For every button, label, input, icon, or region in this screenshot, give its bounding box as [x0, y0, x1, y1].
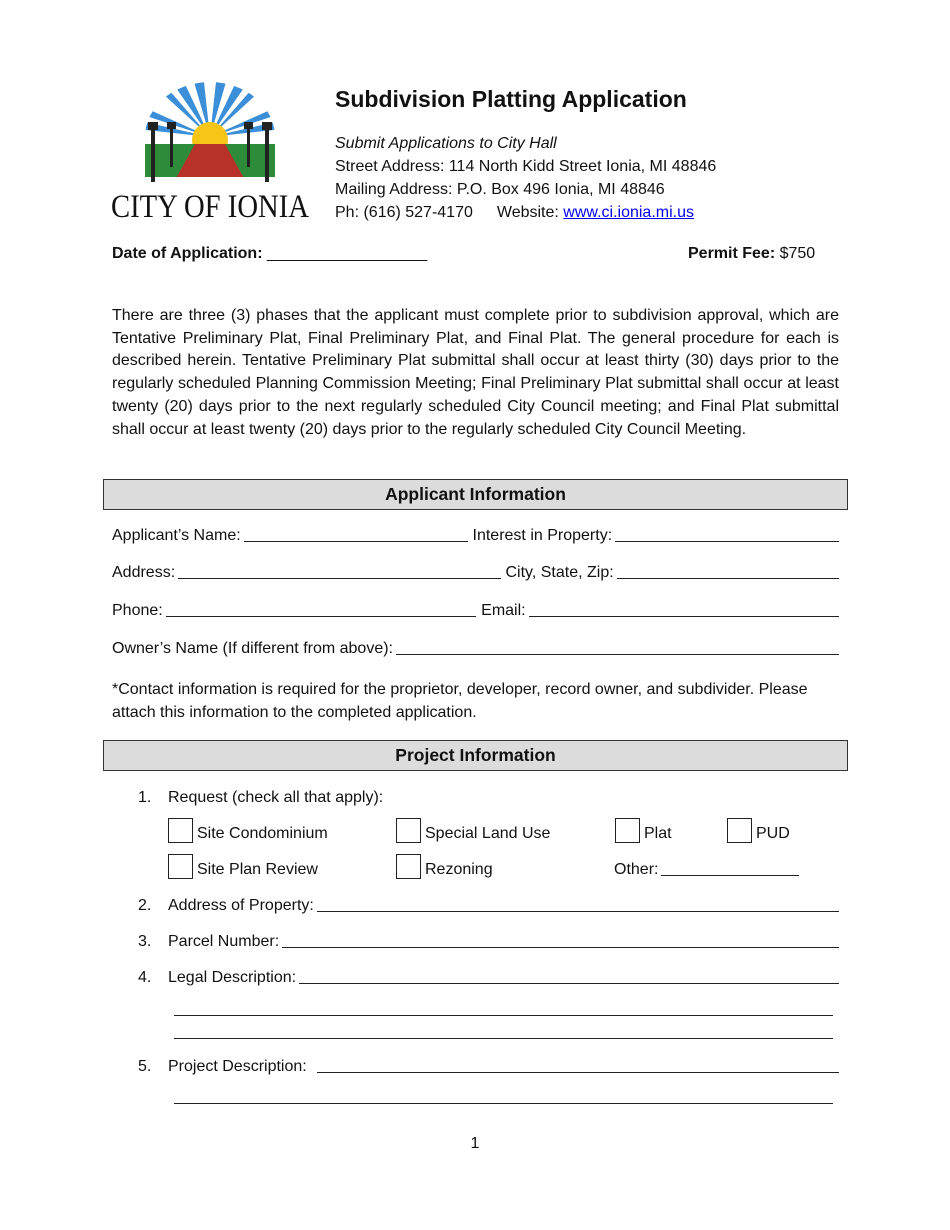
applicant-name-field[interactable] — [244, 527, 468, 542]
website-link[interactable]: www.ci.ionia.mi.us — [563, 204, 694, 221]
checkbox-label: Plat — [644, 825, 672, 842]
applicant-section-heading: Applicant Information — [103, 479, 848, 510]
legal-description-line[interactable] — [174, 1038, 833, 1039]
checkbox-label: Site Plan Review — [197, 861, 318, 878]
checkbox-site-condominium[interactable] — [168, 818, 328, 843]
owner-label: Owner’s Name (If different from above): — [112, 640, 393, 657]
parcel-number-item — [138, 933, 839, 952]
legal-description-field[interactable] — [299, 969, 839, 984]
checkbox-rezoning[interactable] — [396, 854, 493, 879]
interest-field[interactable] — [615, 527, 839, 542]
legal-description-line[interactable] — [174, 1015, 833, 1016]
applicant-name-label: Applicant’s Name: — [112, 527, 241, 544]
contact-line — [335, 204, 694, 222]
city-of-ionia-logo — [110, 82, 310, 225]
checkbox-label: Special Land Use — [425, 825, 551, 842]
phone-field[interactable] — [166, 602, 476, 617]
city-state-zip-label: City, State, Zip: — [505, 564, 614, 581]
request-item — [138, 789, 839, 807]
checkbox-plat[interactable] — [615, 818, 672, 843]
checkbox-box[interactable] — [168, 854, 193, 879]
address-field[interactable] — [178, 564, 500, 579]
street-address: Street Address: 114 North Kidd Street Ionia, MI 48846 — [335, 158, 717, 175]
interest-label: Interest in Property: — [472, 527, 613, 544]
item-number: 3. — [138, 933, 152, 950]
permit-fee — [688, 245, 815, 263]
checkbox-box[interactable] — [396, 818, 421, 843]
property-address-label: Address of Property: — [168, 897, 314, 914]
project-description-label: Project Description: — [168, 1058, 307, 1075]
phone-label: Phone: — [112, 602, 163, 619]
email-label: Email: — [481, 602, 526, 619]
other-label: Other: — [614, 861, 659, 878]
intro-paragraph: There are three (3) phases that the applicant must complete prior to subdivision approval, which are Tentative Preliminary Plat, Final Preliminary Plat, and Final Plat. The general procedure for each is described herein. Tentative Preliminary Plat submittal shall occur at least thirty (30) days prior to the regularly scheduled Planning Commission Meeting; Final Preliminary Plat submittal shall occur at least twenty (20) days prior to the next regularly scheduled City Council meeting; and Final Plat submittal shall occur at least twenty (20) days prior to the regularly scheduled City Council Meeting. — [112, 307, 839, 438]
date-field[interactable]: __________________ — [266, 245, 428, 262]
date-label: Date of Application: — [112, 245, 263, 262]
request-label: Request (check all that apply): — [168, 789, 384, 806]
item-number: 2. — [138, 897, 152, 914]
checkbox-pud[interactable] — [727, 818, 790, 843]
fee-value: $750 — [779, 245, 816, 262]
page-title: Subdivision Platting Application — [335, 86, 687, 112]
mailing-address: Mailing Address: P.O. Box 496 Ionia, MI 48846 — [335, 181, 665, 198]
checkbox-label: PUD — [756, 825, 790, 842]
email-field[interactable] — [529, 602, 839, 617]
phone-number: Ph: (616) 527-4170 — [335, 204, 473, 221]
checkbox-box[interactable] — [727, 818, 752, 843]
parcel-number-label: Parcel Number: — [168, 933, 280, 950]
contact-note: *Contact information is required for the proprietor, developer, record owner, and subdivider. Please attach this information to the completed application. — [112, 681, 808, 721]
property-address-item — [138, 897, 839, 916]
submit-note: Submit Applications to City Hall — [335, 135, 557, 152]
other-row — [614, 861, 799, 880]
legal-description-label: Legal Description: — [168, 969, 297, 986]
owner-field[interactable] — [396, 640, 839, 655]
checkbox-label: Rezoning — [425, 861, 493, 878]
item-number: 1. — [138, 789, 152, 806]
checkbox-box[interactable] — [615, 818, 640, 843]
project-section-heading: Project Information — [103, 740, 848, 771]
address-row — [112, 564, 839, 583]
applicant-name-row — [112, 527, 839, 546]
city-state-zip-field[interactable] — [617, 564, 839, 579]
checkbox-box[interactable] — [396, 854, 421, 879]
website-label: Website: — [496, 204, 559, 221]
legal-description-item — [138, 969, 839, 988]
item-number: 5. — [138, 1058, 152, 1075]
checkbox-special-land-use[interactable] — [396, 818, 550, 843]
fee-label: Permit Fee: — [688, 245, 776, 262]
other-field[interactable] — [661, 861, 799, 876]
property-address-field[interactable] — [317, 897, 839, 912]
parcel-number-field[interactable] — [282, 933, 839, 948]
item-number: 4. — [138, 969, 152, 986]
project-description-item — [138, 1058, 839, 1077]
checkbox-box[interactable] — [168, 818, 193, 843]
owner-row — [112, 640, 839, 659]
address-label: Address: — [112, 564, 176, 581]
project-description-field[interactable] — [317, 1058, 839, 1073]
phone-row — [112, 602, 839, 621]
project-description-line[interactable] — [174, 1103, 833, 1104]
date-of-application — [112, 245, 427, 263]
checkbox-site-plan-review[interactable] — [168, 854, 318, 879]
checkbox-label: Site Condominium — [197, 825, 328, 842]
page-number: 1 — [470, 1135, 480, 1152]
logo-text: CITY OF IONIA — [111, 189, 310, 225]
